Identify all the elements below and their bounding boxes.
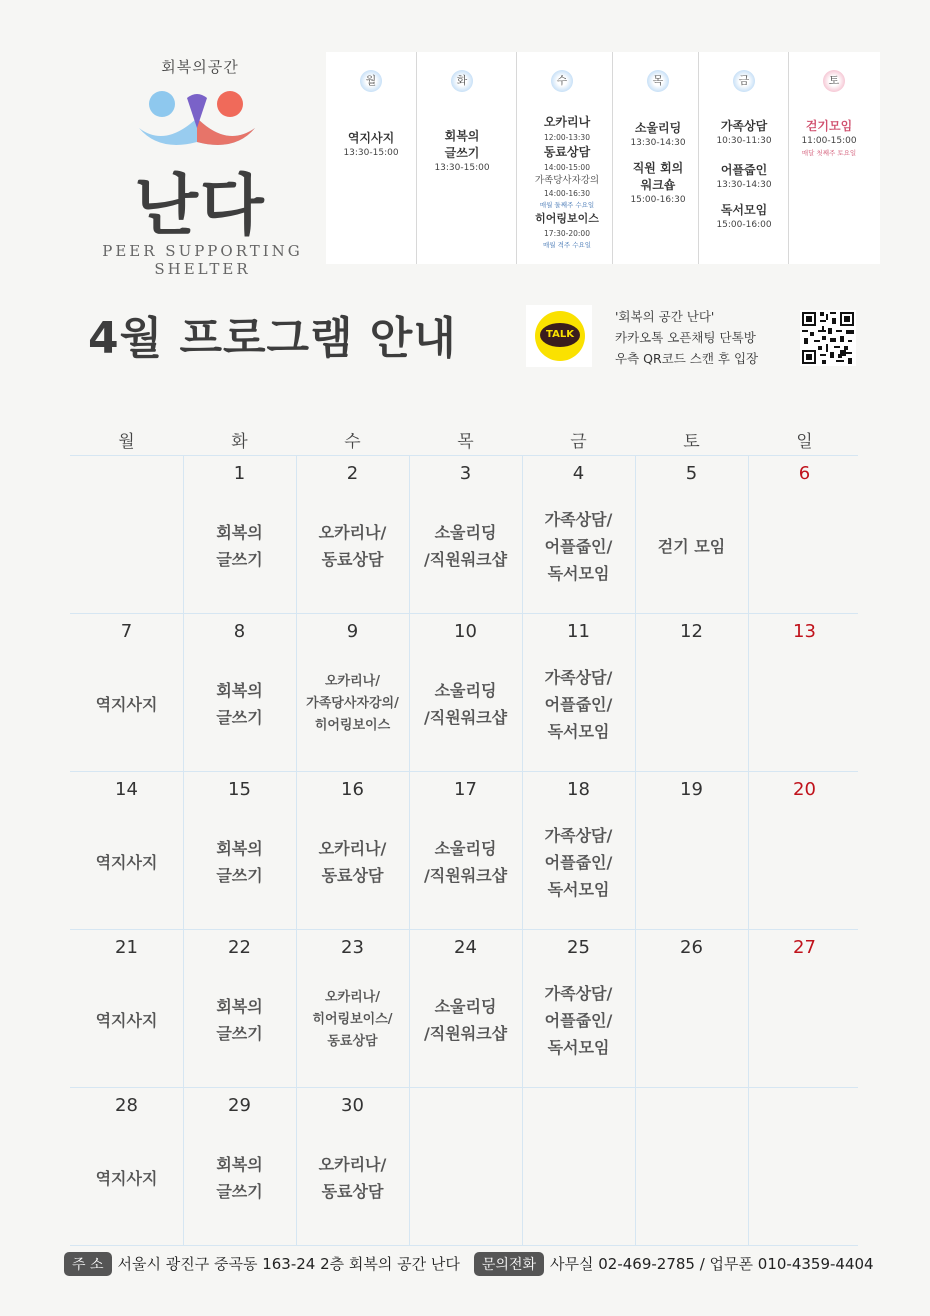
program-name: 히어링보이스 bbox=[535, 212, 599, 225]
day-programs bbox=[70, 1007, 183, 1034]
program-name: 걷기모임 bbox=[805, 119, 853, 133]
program-line: 역지사지 bbox=[95, 1010, 158, 1030]
program-line: 어플줍인/ bbox=[544, 694, 613, 714]
day-number: 30 bbox=[341, 1095, 364, 1116]
calendar-day-cell bbox=[183, 1087, 296, 1245]
address-label: 주 소 bbox=[64, 1252, 112, 1276]
calendar-day-cell bbox=[748, 929, 861, 1087]
weekly-col-fri bbox=[698, 52, 789, 264]
program-line: 회복의 bbox=[216, 1155, 263, 1174]
program-line: 독서모임 bbox=[547, 879, 610, 899]
weekday-header: 목 bbox=[457, 432, 474, 452]
day-programs bbox=[296, 671, 409, 737]
program-name: 가족상담 bbox=[720, 119, 768, 133]
weekday-header: 화 bbox=[231, 432, 248, 452]
program-time: 13:30-15:00 bbox=[434, 163, 490, 173]
weekday-badge: 토 bbox=[823, 70, 845, 92]
day-programs bbox=[409, 677, 522, 731]
program-line: /직원워크샵 bbox=[423, 866, 508, 885]
day-number: 21 bbox=[115, 937, 138, 958]
day-programs bbox=[409, 835, 522, 889]
calendar-day-cell bbox=[635, 771, 748, 929]
day-number: 5 bbox=[685, 463, 698, 484]
calendar-day-cell bbox=[522, 1087, 635, 1245]
page-title: 4월 프로그램 안내 bbox=[88, 313, 457, 364]
program-line: 소울리딩 bbox=[434, 681, 497, 700]
calendar-day-cell bbox=[522, 613, 635, 771]
calendar-day-cell bbox=[522, 455, 635, 613]
calendar-day-cell bbox=[409, 1087, 522, 1245]
program-line: 역지사지 bbox=[95, 852, 158, 872]
weekday-badge: 화 bbox=[451, 70, 473, 92]
program-time: 12:00-13:30 bbox=[544, 133, 590, 142]
program-name: 소울리딩 bbox=[634, 121, 682, 135]
program-line: 어플줍인/ bbox=[544, 1010, 613, 1030]
program-line: 글쓰기 bbox=[216, 550, 263, 569]
calendar-day-cell bbox=[635, 455, 748, 613]
weekly-col-sat bbox=[788, 52, 881, 264]
program-line: 소울리딩 bbox=[434, 523, 497, 542]
program-line: 어플줍인/ bbox=[544, 852, 613, 872]
grid-line bbox=[70, 1245, 858, 1246]
program-line: 가족상담/ bbox=[544, 667, 613, 687]
day-programs bbox=[183, 835, 296, 889]
day-programs bbox=[296, 1151, 409, 1205]
day-number: 6 bbox=[798, 463, 811, 484]
logo-wordmark: 난다 bbox=[134, 167, 266, 244]
program-note: 매월 격주 수요일 bbox=[542, 241, 592, 249]
day-programs bbox=[635, 533, 748, 560]
day-programs bbox=[70, 691, 183, 718]
day-programs bbox=[183, 519, 296, 573]
program-line: 소울리딩 bbox=[434, 839, 497, 858]
day-number: 2 bbox=[346, 463, 359, 484]
logo-subtitle-line1: PEER SUPPORTING bbox=[102, 242, 303, 260]
program-line: /직원워크샵 bbox=[423, 708, 508, 727]
calendar-day-cell bbox=[296, 455, 409, 613]
program-time: 14:00-15:00 bbox=[544, 163, 590, 172]
day-programs bbox=[183, 677, 296, 731]
calendar-day-cell bbox=[296, 771, 409, 929]
day-number: 22 bbox=[228, 937, 251, 958]
program-line: 글쓰기 bbox=[216, 708, 263, 727]
calendar-day-cell bbox=[409, 455, 522, 613]
calendar-day-cell bbox=[522, 771, 635, 929]
day-number: 20 bbox=[793, 779, 816, 800]
day-programs bbox=[522, 980, 635, 1061]
weekly-schedule-panel bbox=[326, 52, 880, 264]
calendar-day-cell bbox=[296, 613, 409, 771]
calendar-day-cell bbox=[70, 771, 183, 929]
program-time: 13:30-14:30 bbox=[716, 180, 772, 190]
address-text: 서울시 광진구 중곡동 163-24 2층 회복의 공간 난다 bbox=[117, 1255, 460, 1273]
day-number: 24 bbox=[454, 937, 477, 958]
program-name: 어플줍인 bbox=[720, 163, 768, 177]
program-name: 회복의 bbox=[444, 129, 480, 143]
calendar-day-cell bbox=[635, 613, 748, 771]
day-number: 26 bbox=[680, 937, 703, 958]
kakao-talk-icon bbox=[526, 305, 592, 367]
calendar-day-cell bbox=[635, 1087, 748, 1245]
program-name: 오카리나 bbox=[543, 115, 591, 129]
program-time: 15:00-16:30 bbox=[630, 195, 686, 205]
logo-figures-icon bbox=[135, 90, 260, 150]
program-line: 회복의 bbox=[216, 681, 263, 700]
day-number: 10 bbox=[454, 621, 477, 642]
weekday-header: 월 bbox=[118, 432, 135, 452]
calendar-day-cell bbox=[183, 455, 296, 613]
program-line: 글쓰기 bbox=[216, 1024, 263, 1043]
calendar-day-cell bbox=[70, 613, 183, 771]
day-number: 16 bbox=[341, 779, 364, 800]
calendar-day-cell bbox=[70, 1087, 183, 1245]
footer bbox=[64, 1252, 888, 1278]
day-programs bbox=[522, 822, 635, 903]
day-number: 11 bbox=[567, 621, 590, 642]
program-line: 오카리나/ bbox=[318, 839, 387, 858]
calendar-day-cell bbox=[748, 613, 861, 771]
day-programs bbox=[522, 664, 635, 745]
kakao-line: 우측 QR코드 스캔 후 입장 bbox=[615, 351, 759, 366]
program-time: 17:30-20:00 bbox=[544, 229, 590, 238]
program-line: 오카리나/ bbox=[325, 674, 380, 689]
day-number: 3 bbox=[459, 463, 472, 484]
day-number: 7 bbox=[120, 621, 133, 642]
day-number: 1 bbox=[233, 463, 246, 484]
kakao-icon-label: TALK bbox=[540, 323, 580, 347]
program-name: 독서모임 bbox=[720, 203, 768, 217]
weekly-col-tue bbox=[416, 52, 507, 264]
calendar-day-cell bbox=[296, 1087, 409, 1245]
program-time: 13:30-15:00 bbox=[343, 148, 399, 158]
calendar-day-cell bbox=[635, 929, 748, 1087]
calendar-day-cell bbox=[522, 929, 635, 1087]
logo-subtitle-line2: SHELTER bbox=[154, 260, 251, 278]
program-name: 동료상담 bbox=[543, 145, 591, 159]
program-name: 직원 회의 bbox=[632, 161, 684, 175]
calendar-day-cell bbox=[183, 613, 296, 771]
program-line: 동료상담 bbox=[321, 550, 384, 569]
day-programs bbox=[183, 993, 296, 1047]
program-line: 오카리나/ bbox=[318, 1155, 387, 1174]
program-time: 13:30-14:30 bbox=[630, 138, 686, 148]
weekday-badge: 목 bbox=[647, 70, 669, 92]
day-number: 23 bbox=[341, 937, 364, 958]
program-line: 독서모임 bbox=[547, 721, 610, 741]
program-line: /직원워크샵 bbox=[423, 550, 508, 569]
phone-label: 문의전화 bbox=[474, 1252, 544, 1276]
day-number: 8 bbox=[233, 621, 246, 642]
day-number: 29 bbox=[228, 1095, 251, 1116]
weekday-header: 토 bbox=[683, 432, 700, 452]
weekday-badge: 월 bbox=[360, 70, 382, 92]
program-line: 회복의 bbox=[216, 839, 263, 858]
program-time: 11:00-15:00 bbox=[801, 136, 857, 146]
program-line: 글쓰기 bbox=[216, 1182, 263, 1201]
weekday-badge: 금 bbox=[733, 70, 755, 92]
day-programs bbox=[296, 987, 409, 1053]
day-programs bbox=[522, 506, 635, 587]
calendar-day-cell bbox=[296, 929, 409, 1087]
day-number: 27 bbox=[793, 937, 816, 958]
day-programs bbox=[409, 993, 522, 1047]
program-line: 독서모임 bbox=[547, 1037, 610, 1057]
day-number: 4 bbox=[572, 463, 585, 484]
day-programs bbox=[296, 519, 409, 573]
program-line: 가족당사자강의/ bbox=[306, 696, 399, 711]
program-time: 10:30-11:30 bbox=[716, 136, 772, 146]
weekly-col-thu bbox=[612, 52, 703, 264]
program-line: 가족상담/ bbox=[544, 825, 613, 845]
program-line: 어플줍인/ bbox=[544, 536, 613, 556]
calendar-day-cell bbox=[748, 1087, 861, 1245]
day-number: 25 bbox=[567, 937, 590, 958]
program-line: 히어링보이스 bbox=[314, 718, 391, 733]
weekday-header: 금 bbox=[570, 432, 587, 452]
calendar-day-cell bbox=[748, 771, 861, 929]
program-time: 14:00-16:30 bbox=[544, 189, 590, 198]
day-number: 19 bbox=[680, 779, 703, 800]
day-programs bbox=[409, 519, 522, 573]
program-line: 역지사지 bbox=[95, 694, 158, 714]
program-note: 매달 첫째주 토요일 bbox=[801, 149, 857, 157]
program-name: 워크숍 bbox=[640, 178, 676, 192]
program-name: 글쓰기 bbox=[444, 146, 480, 160]
calendar-day-cell bbox=[409, 613, 522, 771]
program-line: 가족상담/ bbox=[544, 509, 613, 529]
logo-tagline: 회복의공간 bbox=[161, 58, 239, 76]
calendar-day-cell bbox=[183, 929, 296, 1087]
program-line: 동료상담 bbox=[327, 1034, 378, 1049]
program-line: 히어링보이스/ bbox=[312, 1012, 393, 1027]
weekly-col-wed bbox=[516, 52, 617, 264]
program-line: 회복의 bbox=[216, 523, 263, 542]
program-line: 소울리딩 bbox=[434, 997, 497, 1016]
program-line: 걷기 모임 bbox=[657, 536, 726, 556]
program-line: 오카리나/ bbox=[318, 523, 387, 542]
calendar-day-cell bbox=[70, 929, 183, 1087]
program-time: 15:00-16:00 bbox=[716, 220, 772, 230]
day-number: 13 bbox=[793, 621, 816, 642]
program-line: 오카리나/ bbox=[325, 990, 380, 1005]
shelter-logo bbox=[100, 52, 310, 282]
program-line: 역지사지 bbox=[95, 1168, 158, 1188]
calendar-day-cell bbox=[183, 771, 296, 929]
day-number: 12 bbox=[680, 621, 703, 642]
weekly-col-mon bbox=[326, 52, 416, 264]
day-programs bbox=[70, 849, 183, 876]
calendar-day-cell bbox=[409, 929, 522, 1087]
phone-text[interactable]: 사무실 02-469-2785 / 업무폰 010-4359-4404 bbox=[550, 1255, 874, 1273]
program-line: 가족상담/ bbox=[544, 983, 613, 1003]
day-programs bbox=[70, 1165, 183, 1192]
calendar-day-cell bbox=[748, 455, 861, 613]
day-number: 9 bbox=[346, 621, 359, 642]
kakao-instructions bbox=[615, 306, 758, 369]
day-number: 14 bbox=[115, 779, 138, 800]
weekday-badge: 수 bbox=[551, 70, 573, 92]
day-number: 17 bbox=[454, 779, 477, 800]
day-number: 15 bbox=[228, 779, 251, 800]
program-line: 동료상담 bbox=[321, 1182, 384, 1201]
program-note: 매월 둘째주 수요일 bbox=[539, 201, 595, 209]
program-line: 회복의 bbox=[216, 997, 263, 1016]
kakao-line: 카카오톡 오픈채팅 단톡방 bbox=[615, 330, 756, 345]
program-line: 동료상담 bbox=[321, 866, 384, 885]
day-number: 18 bbox=[567, 779, 590, 800]
program-name: 역지사지 bbox=[347, 131, 395, 145]
program-line: 독서모임 bbox=[547, 563, 610, 583]
program-line: /직원워크샵 bbox=[423, 1024, 508, 1043]
day-programs bbox=[296, 835, 409, 889]
kakao-line: '회복의 공간 난다' bbox=[615, 309, 715, 324]
day-number: 28 bbox=[115, 1095, 138, 1116]
program-line: 글쓰기 bbox=[216, 866, 263, 885]
calendar-day-cell bbox=[409, 771, 522, 929]
day-programs bbox=[183, 1151, 296, 1205]
weekday-header: 일 bbox=[796, 432, 813, 452]
program-name: 가족당사자강의 bbox=[534, 175, 600, 186]
qr-code-icon[interactable] bbox=[800, 310, 856, 366]
weekday-header: 수 bbox=[344, 432, 361, 452]
calendar-day-cell bbox=[70, 455, 183, 613]
